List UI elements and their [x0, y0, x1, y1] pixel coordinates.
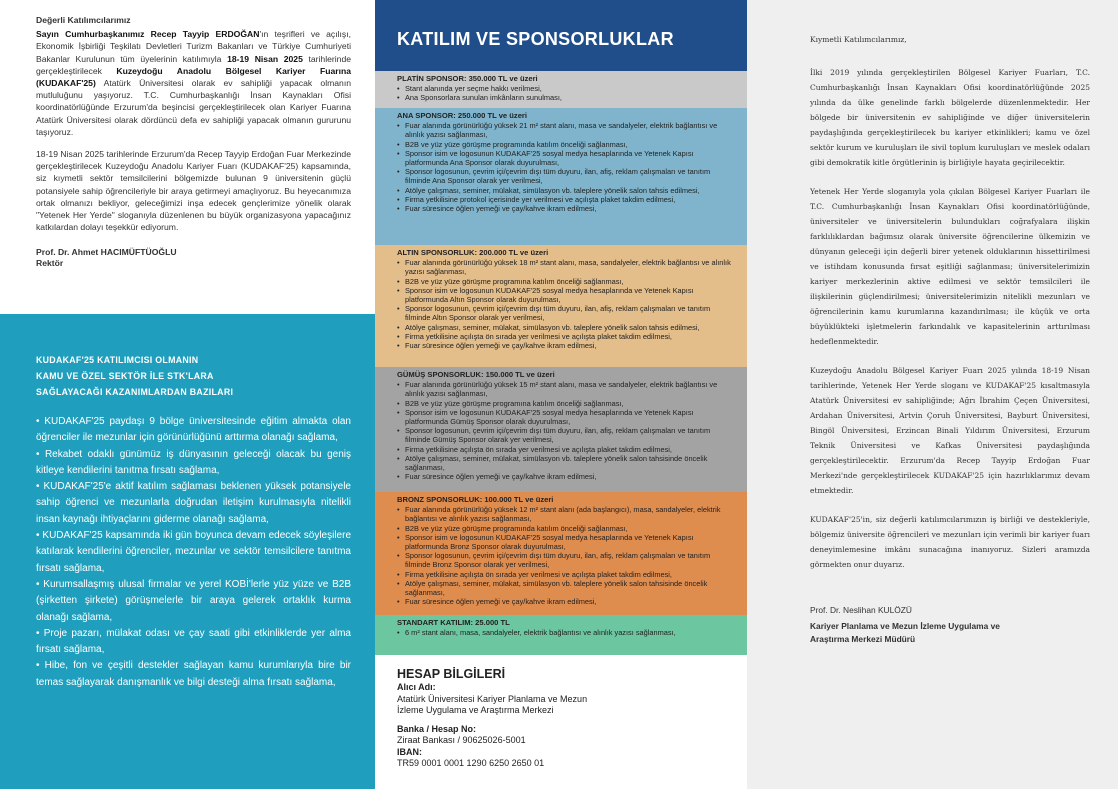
tier-ana [375, 108, 747, 245]
director-title-2: Araştırma Merkezi Müdürü [810, 634, 916, 644]
tier-item: • B2B ve yüz yüze görüşme programında katılım önceliği sağlanması, [397, 140, 737, 149]
iban-label: IBAN: [397, 746, 422, 757]
rector-name: Prof. Dr. Ahmet HACIMÜFTÜOĞLU [36, 247, 177, 258]
account-info [375, 655, 747, 769]
tier-item: • Firma yetkilisine açılışta ön sırada yer verilmesi ve açılışta plaket takdim edilmesi, [397, 332, 737, 341]
tier-item: • Atölye çalışması, seminer, mülakat, simülasyon vb. taleplere yönelik salon tahsisinde öncelik sağlanması, [397, 454, 737, 472]
tier-item: • Sponsor logosunun, çevrim içi/çevrim dışı tüm duyuru, ilan, afiş, reklam çalışmaları ve tanıtım filminde Ana Sponsor olarak yer verilmesi, [397, 167, 737, 185]
director-paragraph-2: Yetenek Her Yerde sloganıyla yola çıkılan Bölgesel Kariyer Fuarları ile T.C. Cumhurbaşkanlığı İnsan Kaynakları Ofisi koordinatörlüğünde, üniversiteler ve üniversitelerin bulundukları coğrafyalara ilişkin farklılıklardan bağımsız olarak üniversite öğrencilerine ülkemizin ve dünyanın geleceği için değerli birer yetenek olduklarının hissettirilmesi ve istihdam konusunda fırsat eşitliği sağlanması; üniversitelerimizin kariyer merkezlerinin aktive edilmesi ve sektör temsilcileri ile ilişkilerinin güçlendirilmesi; üniversitelerimizin nitelikli mezunları ve öğrencilerinin kamu kurumlarına kazandırılması; ile küçük ve orta büyüklükteki işletmelerin farkındalık ve kapasitelerinin arttırılması hedeflenmektedir. [810, 187, 1090, 346]
tier-title: PLATİN SPONSOR: 350.000 TL ve üzeri [397, 74, 538, 83]
tier-item: • Atölye çalışması, seminer, mülakat, simülasyon vb. taleplere yönelik salon tahsis edilmesi, [397, 323, 737, 332]
benefit-item: • KUDAKAF'25 kapsamında iki gün boyunca devam edecek söyleşilere katılarak kendilerini öğrenciler, mezunlar ve sektör temsilcilere tanıtma fırsatı sağlama, [36, 530, 351, 574]
sponsorship-heading: KATILIM VE SPONSORLUKLAR [375, 0, 747, 71]
letter-salutation: Değerli Katılımcılarımız [36, 15, 131, 25]
tier-item: • Sponsor isim ve logosunun KUDAKAF'25 sosyal medya hesaplarında ve Yetenek Kapısı platformunda Gümüş Sponsor olarak duyurulması, [397, 408, 737, 426]
benefit-item: • KUDAKAF'25'e aktif katılım sağlaması beklenen yüksek potansiyele sahip öğrenci ve mezunlarla doğrudan iletişim kurulmasıyla nitelikli insan kaynağı ihtiyaçlarını giderme olanağı sağlama, [36, 481, 351, 525]
benefit-item: • KUDAKAF'25 paydaşı 9 bölge üniversitesinde eğitim almakta olan öğrenciler ile mezunlar için görünürlüğünü arttırma olanağı sağlama, [36, 416, 351, 444]
director-paragraph-4: KUDAKAF'25'in, siz değerli katılımcılarımızın iş birliği ve destekleriyle, bölgemiz üniversite öğrencileri ve mezunları için verimli bir kariyer fuarı deneyimlemesine imkânı sunacağına inanıyoruz. Sizleri aramızda görmekten onur duyarız. [810, 515, 1090, 569]
tier-bronz [375, 492, 747, 615]
letter-paragraph-2: 18-19 Nisan 2025 tarihlerinde Erzurum'da Recep Tayyip Erdoğan Fuar Merkezinde gerçekleştirilecek Kuzeydoğu Anadolu Kariyer Fuarı (KUDAKAF'25) kapsamında, siz kıymetli sektör temsilcilerini bölgemizde bulunan 9 üniversitenin güçlü potansiyele sahip öğrencileriyle bir araya getirmeyi amaçlıyoruz. Bu heyecanımıza ortak olmanızı bekliyor, geleceğimizi inşa edecek gençlerimize yönelik olarak "Yetenek Her Yerde" sloganıyla düzenlenen bu büyük organizasyona yapacağınız katkılardan dolayı teşekkür ediyorum. [36, 149, 351, 233]
tier-item: • Fuar alanında görünürlüğü yüksek 21 m² stant alanı, masa ve sandalyeler, elektrik bağlantısı ve alınlık yazısı sağlanması, [397, 121, 737, 139]
tier-altin [375, 245, 747, 367]
rector-title: Rektör [36, 258, 64, 269]
benefit-item: • Rekabet odaklı günümüz iş dünyasının geleceği olacak bu geniş kitleye kendilerini tanıtma fırsatı sağlama, [36, 448, 351, 476]
left-column [0, 0, 375, 789]
tier-title: BRONZ SPONSORLUK: 100.000 TL ve üzeri [397, 495, 554, 504]
tier-item: • Sponsor isim ve logosunun KUDAKAF'25 sosyal medya hesaplarında ve Yetenek Kapısı platformunda Ana Sponsor olarak duyurulması, [397, 149, 737, 167]
recipient-label: Alıcı Adı: [397, 682, 436, 693]
sponsorship-column [375, 0, 747, 789]
rector-letter [0, 0, 375, 269]
director-paragraph-3: Kuzeydoğu Anadolu Bölgesel Kariyer Fuarı 2025 yılında 18-19 Nisan tarihlerinde, Yetenek Her Yerde sloganı ve KUDAKAF'25 kısaltmasıyla Atatürk Üniversitesi ev sahipliğinde; Ağrı İbrahim Çeçen Üniversitesi, Ardahan Üniversitesi, Artvin Çoruh Üniversitesi, Bayburt Üniversitesi, Bingöl Üniversitesi, Erzincan Binali Yıldırım Üniversitesi, Erzurum Teknik Üniversitesi ve Kafkas Üniversitesi paydaşlığında gerçekleştirilecektir. Erzurum'da Recep Tayyip Erdoğan Fuar Merkezi'nde gerçekleştirilecek KUDAKAF'25 için hazırlıklarımız devam etmektedir. [810, 366, 1090, 495]
tier-item: • Fuar süresince öğlen yemeği ve çay/kahve ikram edilmesi, [397, 204, 737, 213]
director-salutation: Kıymetli Katılımcılarımız, [810, 35, 907, 44]
tier-item: • Fuar alanında görünürlüğü yüksek 12 m² stant alanı (ada başlangıcı), masa, sandalyeler, elektrik bağlantısı ve alınlık yazısı sağlanması, [397, 505, 737, 523]
tier-item: • Fuar alanında görünürlüğü yüksek 15 m² stant alanı, masa ve sandalyeler, elektrik bağlantısı ve alınlık yazısı sağlanması, [397, 380, 737, 398]
tier-item: • Stant alanında yer seçme hakkı verilmesi, [397, 84, 737, 93]
tier-item: • Sponsor isim ve logosunun KUDAKAF'25 sosyal medya hesaplarında ve Yetenek Kapısı platformunda Bronz Sponsor olarak duyurulması, [397, 533, 737, 551]
tier-item: • Firma yetkilisine açılışta ön sırada yer verilmesi ve açılışta plaket takdim edilmesi, [397, 445, 737, 454]
tier-platin [375, 71, 747, 108]
letter-paragraph-1: Sayın Cumhurbaşkanımız Recep Tayyip ERDOĞAN'ın teşrifleri ve açılışı, Ekonomik İşbirliği Teşkilatı Devletleri Turizm Bakanları ve Türkiye Cumhuriyeti Bakanlar Kurulunun tüm üyelerinin katılımıyla 18-19 Nisan 2025 tarihlerinde gerçekleştirilecek Kuzeydoğu Anadolu Bölgesel Kariyer Fuarına (KUDAKAF'25) Atatürk Üniversitesi olarak ev sahipliği yapacak olmanın mutluluğunu yaşıyoruz. T.C. Cumhurbaşkanlığı İnsan Kaynakları Ofisi koordinatörlüğünde Erzurum'da beşincisi gerçekleştirilecek olan Kariyer Fuarına Atatürk Üniversitesi olarak dördüncü defa ev sahipliği yapacak olmanın gururunu taşıyoruz. [36, 29, 352, 137]
director-signature [810, 602, 1090, 644]
bank-value: Ziraat Bankası / 90625026-5001 [397, 735, 526, 746]
tier-item: • B2B ve yüz yüze görüşme programında katılım önceliği sağlanması, [397, 524, 737, 533]
iban-value: TR59 0001 0001 1290 6250 2650 01 [397, 758, 545, 769]
director-title-1: Kariyer Planlama ve Mezun İzleme Uygulama ve [810, 621, 1000, 631]
benefit-item: • Proje pazarı, mülakat odası ve çay saati gibi etkinliklerde yer alma fırsatı sağlama, [36, 627, 351, 656]
director-paragraph-1: İlki 2019 yılında gerçekleştirilen Bölgesel Kariyer Fuarları, T.C. Cumhurbaşkanlığı İnsan Kaynakları Ofisi koordinatörlüğünde 2025 yılında da ülke genelinde farklı bölgelerde düzenlenmektedir. Her bölgede bir üniversitenin ev sahipliğinde ve diğer üniversitelerin paydaşlığında gerçekleştirilecek bu kariyer etkinlikleri; kamu ve özel sektör kurum ve kuruluşları ile sivil toplum kuruluşları ve meslek odaları gibi demokratik kitle örgütlerinin iş birliğiyle hayata geçirilecektir. [810, 68, 1090, 167]
tier-item: • Atölye çalışması, seminer, mülakat, simülasyon vb. taleplere yönelik salon tahsisinde öncelik sağlanması, [397, 579, 737, 597]
tier-title: STANDART KATILIM: 25.000 TL [397, 618, 510, 627]
tier-item: • 6 m² stant alanı, masa, sandalyeler, elektrik bağlantısı ve alınlık yazısı sağlanması, [397, 628, 737, 637]
tier-item: • Fuar süresince öğlen yemeği ve çay/kahve ikram edilmesi, [397, 597, 737, 606]
tier-title: GÜMÜŞ SPONSORLUK: 150.000 TL ve üzeri [397, 370, 555, 379]
tier-title: ALTIN SPONSORLUK: 200.000 TL ve üzeri [397, 248, 549, 257]
bank-label: Banka / Hesap No: [397, 724, 477, 735]
tier-item: • Sponsor isim ve logosunun KUDAKAF'25 sosyal medya hesaplarında ve Yetenek Kapısı platformunda Altın Sponsor olarak duyurulması, [397, 286, 737, 304]
tier-item: • Ana Sponsorlara sunulan imkânların sunulması, [397, 93, 737, 102]
recipient-line-1: Atatürk Üniversitesi Kariyer Planlama ve Mezun [397, 693, 588, 704]
benefit-item: • Kurumsallaşmış ulusal firmalar ve yerel KOBİ'lerle yüz yüze ve B2B (şirketten şirkete) görüşmelerle bir araya gelerek ortaklık kurma olanağı sağlama, [36, 578, 351, 623]
tier-item: • Firma yetkilisine protokol içerisinde yer verilmesi ve açılışta plaket takdim edilmesi, [397, 195, 737, 204]
tier-gumus [375, 367, 747, 492]
tier-item: • B2B ve yüz yüze görüşme programına katılım önceliği sağlanması, [397, 399, 737, 408]
tier-title: ANA SPONSOR: 250.000 TL ve üzeri [397, 111, 527, 120]
tier-item: • Fuar süresince öğlen yemeği ve çay/kahve ikram edilmesi, [397, 341, 737, 350]
tier-item: • Firma yetkilisine açılışta ön sırada yer verilmesi ve açılışta plaket takdim edilmesi, [397, 570, 737, 579]
tier-item: • Fuar alanında görünürlüğü yüksek 18 m² stant alanı, masa, sandalyeler, elektrik bağlantısı ve alınlık yazısı sağlanması, [397, 258, 737, 276]
benefit-item: • Hibe, fon ve çeşitli destekler sağlayan kamu kurumlarıyla bire bir temas sağlayarak danışmanlık ve bilgi desteği alma fırsatı sağlama, [36, 660, 351, 688]
tier-item: • Sponsor logosunun, çevrim içi/çevrim dışı tüm duyuru, ilan, afiş, reklam çalışmaları ve tanıtım filminde Altın Sponsor olarak yer verilmesi, [397, 304, 737, 322]
tier-item: • B2B ve yüz yüze görüşme programına katılım önceliği sağlanması, [397, 277, 737, 286]
benefits-panel [0, 314, 375, 789]
director-letter [747, 0, 1118, 789]
tier-item: • Atölye çalışması, seminer, mülakat, simülasyon vb. taleplere yönelik salon tahsis edilmesi, [397, 186, 737, 195]
tier-item: • Sponsor logosunun, çevrim içi/çevrim dışı tüm duyuru, ilan, afiş, reklam çalışmaları ve tanıtım filminde Gümüş Sponsor olarak yer verilmesi, [397, 426, 737, 444]
tier-item: • Sponsor logosunun, çevrim içi/çevrim dışı tüm duyuru, ilan, afiş, reklam çalışmaları ve tanıtım filminde Bronz Sponsor olarak yer verilmesi, [397, 551, 737, 569]
tier-item: • Fuar süresince öğlen yemeği ve çay/kahve ikram edilmesi, [397, 472, 737, 481]
director-name: Prof. Dr. Neslihan KULÖZÜ [810, 605, 912, 615]
benefits-title: KUDAKAF'25 KATILIMCISI OLMANIN KAMU VE ÖZEL SEKTÖR İLE STK'LARA SAĞLAYACAĞI KAZANIMLARDAN BAZILARI [36, 355, 234, 397]
account-title: HESAP BİLGİLERİ [397, 667, 506, 681]
rector-signature [36, 247, 351, 269]
tier-standart [375, 615, 747, 655]
recipient-line-2: İzleme Uygulama ve Araştırma Merkezi [397, 704, 554, 715]
